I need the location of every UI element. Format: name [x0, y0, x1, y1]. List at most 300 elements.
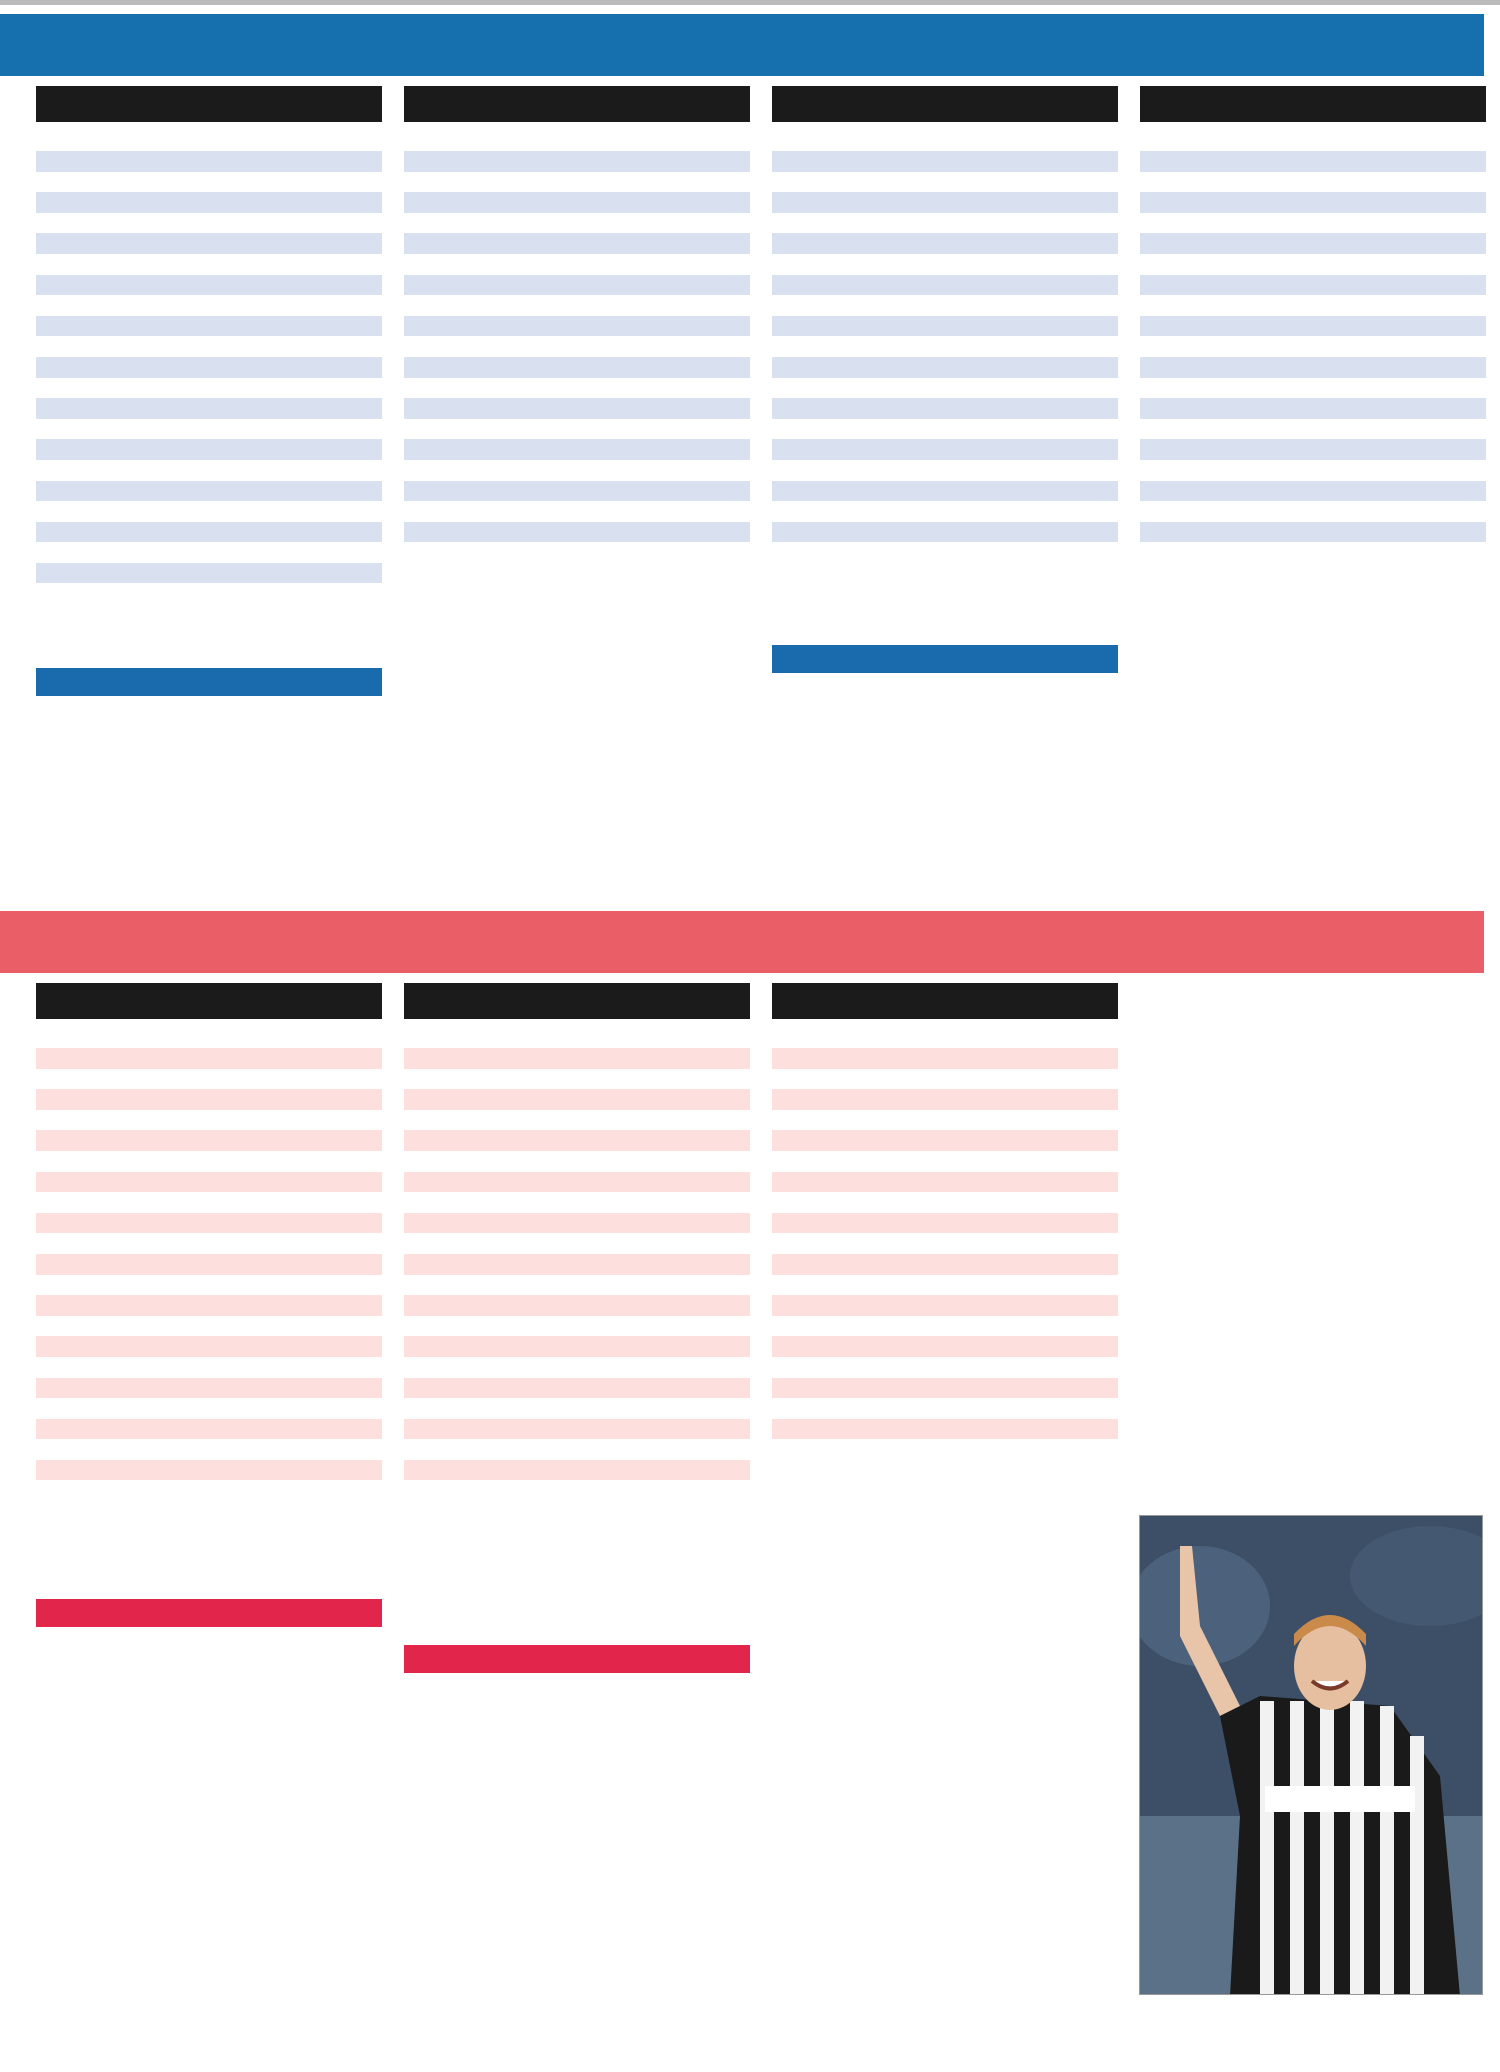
column-1: [36, 86, 382, 719]
row-position: [36, 336, 48, 357]
team-name: [48, 1130, 172, 1151]
stat-a: [669, 192, 703, 213]
table-row: [1140, 336, 1486, 357]
stat-a: [669, 1069, 703, 1090]
stat-p: [908, 1213, 934, 1234]
stat-pts: [335, 1048, 373, 1069]
stat-p: [172, 1316, 198, 1337]
stat-d: [221, 1460, 245, 1481]
table-row: [772, 501, 1118, 522]
stat-w: [198, 1151, 221, 1172]
stat-a: [1037, 1316, 1071, 1337]
team-name: [48, 583, 172, 604]
stat-d: [221, 1480, 245, 1501]
stat-d: [589, 1089, 613, 1110]
match-result: [36, 1634, 382, 1648]
team-name: [48, 1213, 172, 1234]
row-position: [772, 151, 784, 172]
results-section: [404, 1515, 750, 1724]
stat-w: [566, 522, 589, 543]
stat-w: [566, 1336, 589, 1357]
stat-pts: [335, 357, 373, 378]
team-name: [48, 1295, 172, 1316]
team-name: [48, 1460, 172, 1481]
table-row: [404, 1439, 750, 1460]
row-position: [36, 357, 48, 378]
team-name: [784, 1069, 908, 1090]
stat-l: [613, 1130, 635, 1151]
stat-w: [198, 378, 221, 399]
stat-a: [1037, 275, 1071, 296]
stat-f: [267, 583, 301, 604]
stat-w: [198, 1460, 221, 1481]
team-name: [48, 1254, 172, 1275]
stat-a: [669, 1439, 703, 1460]
stat-l: [245, 1480, 267, 1501]
stat-a: [301, 439, 335, 460]
stat-w: [934, 275, 957, 296]
team-name: [784, 1192, 908, 1213]
stat-f: [267, 522, 301, 543]
row-position: [36, 1460, 48, 1481]
stat-w: [198, 336, 221, 357]
stat-f: [267, 172, 301, 193]
table-row: [772, 1398, 1118, 1419]
row-position: [36, 1295, 48, 1316]
stat-p: [1276, 357, 1302, 378]
standings-table: [772, 1025, 1118, 1460]
stat-l: [981, 1336, 1003, 1357]
table-row: [772, 1439, 1118, 1460]
row-position: [36, 1130, 48, 1151]
team-name: [416, 233, 540, 254]
stat-d: [221, 1089, 245, 1110]
stat-p: [908, 1151, 934, 1172]
stat-l: [1349, 501, 1371, 522]
row-position: [36, 1151, 48, 1172]
match-meta: [772, 579, 1118, 593]
table-row: [772, 1316, 1118, 1337]
table-row: [36, 1275, 382, 1296]
stat-pts: [335, 1439, 373, 1460]
stat-a: [669, 1398, 703, 1419]
results-section: [404, 577, 750, 669]
match-meta: [36, 618, 382, 632]
table-row: [36, 233, 382, 254]
stat-pts: [335, 151, 373, 172]
stat-w: [198, 254, 221, 275]
stat-pts: [335, 1398, 373, 1419]
stat-a: [1405, 398, 1439, 419]
stat-p: [172, 1172, 198, 1193]
stat-p: [908, 233, 934, 254]
team-name: [1152, 357, 1276, 378]
stat-f: [1371, 460, 1405, 481]
stat-l: [245, 1048, 267, 1069]
table-row: [404, 501, 750, 522]
stat-pts: [335, 254, 373, 275]
match-note: [404, 1611, 750, 1625]
stat-f: [267, 1172, 301, 1193]
stat-f: [1003, 336, 1037, 357]
stat-l: [981, 336, 1003, 357]
row-position: [772, 1378, 784, 1399]
stat-p: [172, 1110, 198, 1131]
team-name: [48, 1378, 172, 1399]
stat-p: [908, 501, 934, 522]
row-position: [36, 254, 48, 275]
team-name: [416, 1172, 540, 1193]
stat-p: [540, 1151, 566, 1172]
stat-p: [540, 172, 566, 193]
stat-a: [669, 316, 703, 337]
stat-d: [589, 1213, 613, 1234]
stat-d: [957, 460, 981, 481]
stat-p: [172, 1275, 198, 1296]
stat-l: [245, 501, 267, 522]
results-section: [36, 618, 382, 717]
stat-d: [221, 583, 245, 604]
row-position: [772, 1275, 784, 1296]
stat-f: [1003, 1275, 1037, 1296]
stat-f: [635, 501, 669, 522]
stat-a: [669, 233, 703, 254]
stat-p: [908, 357, 934, 378]
stat-f: [635, 295, 669, 316]
stat-a: [1037, 295, 1071, 316]
stat-pts: [703, 316, 741, 337]
stat-f: [1003, 1419, 1037, 1440]
row-position: [36, 172, 48, 193]
stat-a: [669, 542, 703, 563]
stat-a: [1405, 275, 1439, 296]
stat-a: [669, 336, 703, 357]
match-result: [1140, 579, 1486, 593]
stat-f: [635, 1357, 669, 1378]
table-row: [404, 542, 750, 563]
row-position: [772, 501, 784, 522]
stat-f: [1371, 419, 1405, 440]
row-position: [36, 1275, 48, 1296]
stat-pts: [1071, 1069, 1109, 1090]
stat-d: [221, 1213, 245, 1234]
results-section: [772, 577, 1118, 694]
stat-p: [908, 1439, 934, 1460]
row-position: [772, 398, 784, 419]
row-position: [404, 1460, 416, 1481]
stat-pts: [1439, 439, 1477, 460]
match-result: [772, 1540, 1118, 1554]
row-position: [404, 1378, 416, 1399]
stat-l: [1349, 254, 1371, 275]
stat-pts: [703, 1089, 741, 1110]
match-meta: [772, 1540, 1118, 1554]
row-position: [772, 1439, 784, 1460]
stat-f: [267, 1460, 301, 1481]
stat-pts: [335, 419, 373, 440]
team-name: [416, 1048, 540, 1069]
stat-f: [1003, 501, 1037, 522]
stat-l: [981, 1378, 1003, 1399]
stat-d: [957, 172, 981, 193]
row-position: [36, 151, 48, 172]
table-row: [36, 1069, 382, 1090]
stat-p: [908, 275, 934, 296]
stat-d: [957, 1130, 981, 1151]
stat-l: [613, 1316, 635, 1337]
row-position: [36, 542, 48, 563]
stat-d: [957, 481, 981, 502]
stat-d: [221, 1316, 245, 1337]
standings-table: [772, 128, 1118, 563]
match-result: [404, 577, 750, 591]
table-row: [404, 1316, 750, 1337]
stat-f: [635, 172, 669, 193]
team-name: [48, 295, 172, 316]
stat-d: [1325, 357, 1349, 378]
row-position: [36, 439, 48, 460]
stat-w: [566, 378, 589, 399]
stat-d: [589, 378, 613, 399]
stat-pts: [335, 583, 373, 604]
table-header: [404, 128, 750, 151]
match-note: [772, 625, 1118, 639]
match-meta: [772, 1492, 1118, 1506]
stat-a: [1037, 542, 1071, 563]
stat-p: [172, 460, 198, 481]
stat-l: [981, 1069, 1003, 1090]
stat-pts: [1439, 254, 1477, 275]
stat-f: [635, 1378, 669, 1399]
stat-p: [540, 1378, 566, 1399]
stat-d: [957, 1439, 981, 1460]
stat-d: [957, 1419, 981, 1440]
stat-w: [934, 1130, 957, 1151]
table-row: [1140, 192, 1486, 213]
stat-a: [301, 213, 335, 234]
stat-p: [1276, 316, 1302, 337]
table-row: [404, 439, 750, 460]
stat-pts: [1071, 481, 1109, 502]
stat-a: [1037, 1048, 1071, 1069]
stat-l: [981, 378, 1003, 399]
stat-d: [589, 1439, 613, 1460]
stat-pts: [1071, 460, 1109, 481]
stat-a: [301, 151, 335, 172]
stat-a: [1037, 481, 1071, 502]
stat-w: [566, 542, 589, 563]
match-note: [36, 1565, 382, 1579]
stat-pts: [1071, 254, 1109, 275]
stat-w: [1302, 192, 1325, 213]
row-position: [36, 1378, 48, 1399]
stat-l: [245, 233, 267, 254]
stat-d: [589, 1378, 613, 1399]
how-they-stand-header: [36, 983, 382, 1019]
stat-p: [1276, 439, 1302, 460]
stat-d: [221, 1233, 245, 1254]
table-row: [404, 172, 750, 193]
stat-f: [267, 1295, 301, 1316]
how-they-stand-header: [772, 983, 1118, 1019]
stat-w: [934, 1398, 957, 1419]
row-position: [772, 460, 784, 481]
team-name: [48, 357, 172, 378]
table-row: [1140, 213, 1486, 234]
stat-f: [1003, 481, 1037, 502]
match-meta: [36, 1533, 382, 1547]
stat-p: [172, 1439, 198, 1460]
stat-a: [301, 1110, 335, 1131]
table-row: [772, 398, 1118, 419]
stat-pts: [335, 1316, 373, 1337]
stat-l: [613, 357, 635, 378]
stat-pts: [703, 419, 741, 440]
team-name: [784, 1130, 908, 1151]
stat-f: [1003, 378, 1037, 399]
stat-a: [301, 1460, 335, 1481]
row-position: [1140, 460, 1152, 481]
team-name: [48, 1419, 172, 1440]
row-position: [1140, 357, 1152, 378]
stat-p: [908, 1275, 934, 1296]
table-header: [772, 1025, 1118, 1048]
stat-pts: [1071, 336, 1109, 357]
stat-l: [245, 1275, 267, 1296]
stat-d: [589, 398, 613, 419]
team-name: [416, 1460, 540, 1481]
stat-pts: [703, 481, 741, 502]
stat-pts: [335, 1357, 373, 1378]
team-name: [416, 1419, 540, 1440]
row-position: [772, 1336, 784, 1357]
stat-f: [1003, 542, 1037, 563]
table-row: [404, 522, 750, 543]
stat-w: [198, 501, 221, 522]
team-name: [1152, 439, 1276, 460]
stat-f: [1003, 233, 1037, 254]
stat-f: [267, 542, 301, 563]
stat-f: [267, 1336, 301, 1357]
stat-a: [669, 439, 703, 460]
stat-w: [566, 1130, 589, 1151]
stat-l: [981, 316, 1003, 337]
stat-pts: [1071, 295, 1109, 316]
table-row: [1140, 316, 1486, 337]
stat-pts: [1439, 501, 1477, 522]
match-meta: [36, 1549, 382, 1563]
team-name: [784, 522, 908, 543]
row-position: [772, 357, 784, 378]
table-row: [36, 1172, 382, 1193]
table-row: [772, 1069, 1118, 1090]
stat-d: [221, 336, 245, 357]
stat-d: [957, 336, 981, 357]
stat-f: [635, 1213, 669, 1234]
stat-d: [221, 1357, 245, 1378]
table-row: [404, 295, 750, 316]
table-row: [36, 1110, 382, 1131]
stat-p: [172, 254, 198, 275]
stat-a: [669, 1460, 703, 1481]
standings-table: [36, 128, 382, 604]
stat-a: [301, 1172, 335, 1193]
team-name: [784, 357, 908, 378]
stat-pts: [703, 398, 741, 419]
stat-a: [669, 1295, 703, 1316]
stat-a: [1405, 172, 1439, 193]
row-position: [404, 1419, 416, 1440]
stat-d: [957, 1275, 981, 1296]
stat-a: [1405, 254, 1439, 275]
stat-pts: [335, 1254, 373, 1275]
row-position: [404, 254, 416, 275]
stat-a: [301, 583, 335, 604]
stat-d: [957, 1316, 981, 1337]
table-row: [772, 1419, 1118, 1440]
division-heading: [36, 668, 382, 696]
stat-w: [566, 357, 589, 378]
stat-p: [172, 1295, 198, 1316]
stat-d: [589, 419, 613, 440]
stat-f: [267, 419, 301, 440]
team-name: [1152, 172, 1276, 193]
stat-p: [908, 1233, 934, 1254]
table-row: [1140, 254, 1486, 275]
row-position: [772, 542, 784, 563]
stat-l: [981, 1110, 1003, 1131]
player-celebrating-image: [1140, 1516, 1483, 1995]
stat-p: [540, 1439, 566, 1460]
team-name: [48, 1275, 172, 1296]
row-position: [404, 233, 416, 254]
stat-p: [172, 1460, 198, 1481]
stat-l: [1349, 439, 1371, 460]
stat-w: [198, 398, 221, 419]
stat-l: [245, 1192, 267, 1213]
match-meta: [404, 577, 750, 591]
row-position: [36, 1233, 48, 1254]
match-note: [36, 634, 382, 648]
stat-a: [669, 151, 703, 172]
match-result: [404, 1563, 750, 1577]
table-row: [404, 151, 750, 172]
team-name: [48, 1480, 172, 1501]
stat-f: [267, 1316, 301, 1337]
stat-l: [613, 254, 635, 275]
match-result: [772, 680, 1118, 694]
stat-f: [1003, 1233, 1037, 1254]
stat-p: [908, 1357, 934, 1378]
stat-f: [1371, 172, 1405, 193]
stat-d: [589, 1069, 613, 1090]
stat-l: [245, 1439, 267, 1460]
stat-l: [981, 501, 1003, 522]
row-position: [404, 1275, 416, 1296]
stat-a: [1037, 1419, 1071, 1440]
table-row: [36, 1336, 382, 1357]
stat-f: [635, 233, 669, 254]
team-name: [1152, 378, 1276, 399]
table-row: [772, 213, 1118, 234]
stat-d: [589, 1254, 613, 1275]
stat-l: [613, 275, 635, 296]
row-position: [404, 213, 416, 234]
stat-a: [301, 1089, 335, 1110]
stat-p: [908, 172, 934, 193]
table-row: [36, 357, 382, 378]
team-name: [784, 398, 908, 419]
